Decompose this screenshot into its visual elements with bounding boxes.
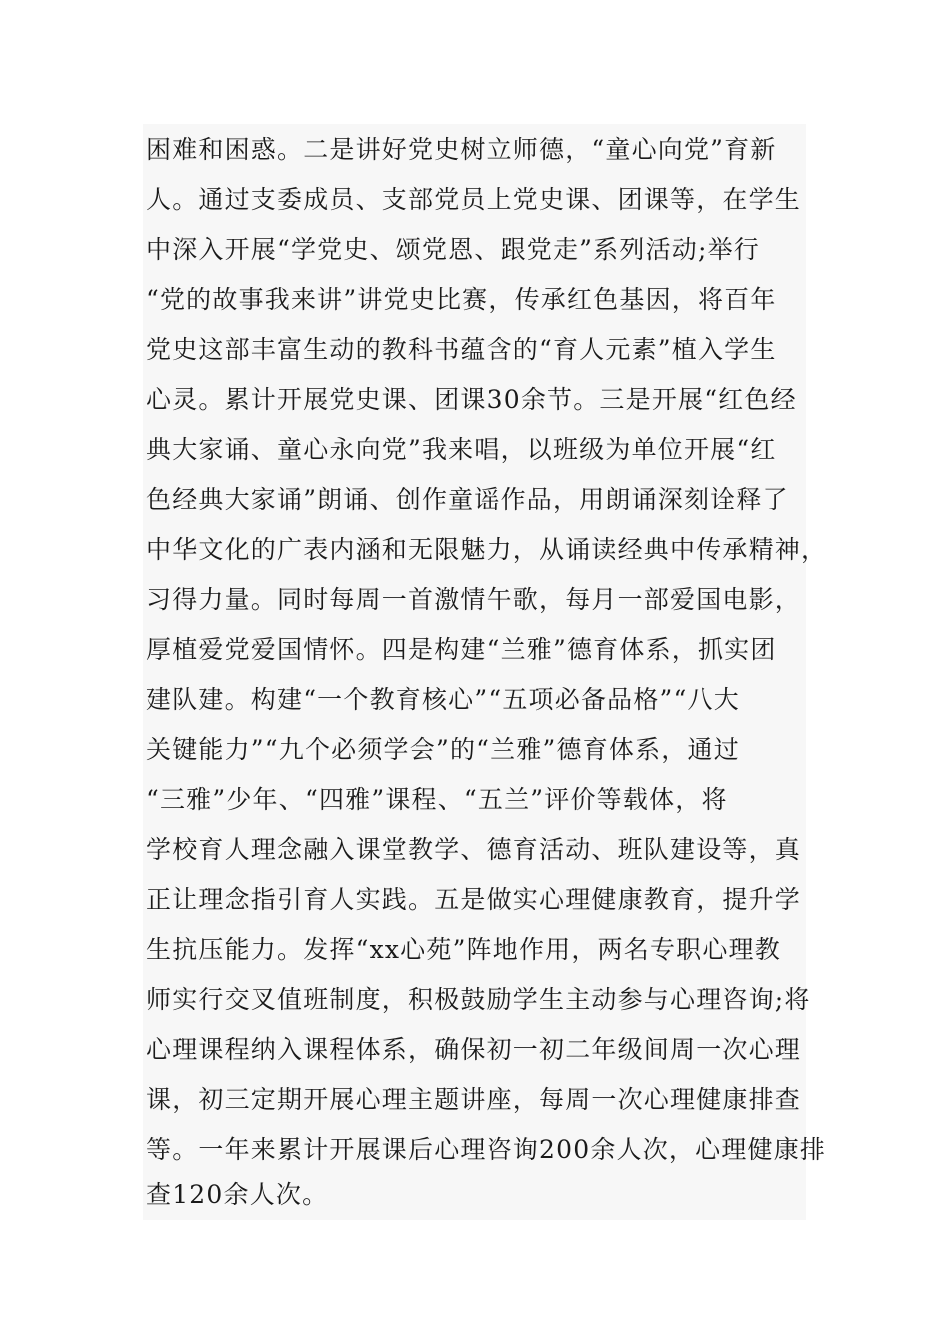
text-line: 人。通过支委成员、支部党员上党史课、团课等，在学生: [146, 185, 802, 214]
text-line: 中华文化的广表内涵和无限魅力，从诵读经典中传承精神，: [146, 535, 828, 564]
text-line: 正让理念指引育人实践。五是做实心理健康教育，提升学: [146, 885, 802, 914]
text-line: 建队建。构建“一个教育核心”“五项必备品格”“八大: [146, 685, 740, 714]
text-line: 关键能力”“九个必须学会”的“兰雅”德育体系，通过: [146, 735, 740, 764]
text-line: 中深入开展“学党史、颂党恩、跟党走”系列活动;举行: [146, 235, 760, 264]
text-line: 等。一年来累计开展课后心理咨询200余人次，心理健康排: [146, 1135, 827, 1164]
text-line: 厚植爱党爱国情怀。四是构建“兰雅”德育体系，抓实团: [146, 635, 777, 664]
text-line: 查120余人次。: [146, 1180, 329, 1209]
text-line: 学校育人理念融入课堂教学、德育活动、班队建设等，真: [146, 835, 802, 864]
text-line: 课，初三定期开展心理主题讲座，每周一次心理健康排查: [146, 1085, 802, 1114]
text-line: “三雅”少年、“四雅”课程、“五兰”评价等载体，将: [146, 785, 728, 814]
text-line: 典大家诵、童心永向党”我来唱，以班级为单位开展“红: [146, 435, 777, 464]
text-line: 色经典大家诵”朗诵、创作童谣作品，用朗诵深刻诠释了: [146, 485, 789, 514]
text-line: 党史这部丰富生动的教科书蕴含的“育人元素”植入学生: [146, 335, 777, 364]
text-line: 困难和困惑。二是讲好党史树立师德，“童心向党”育新: [146, 135, 777, 164]
text-line: 习得力量。同时每周一首激情午歌，每月一部爱国电影，: [146, 585, 802, 614]
text-line: 心理课程纳入课程体系，确保初一初二年级间周一次心理: [146, 1035, 802, 1064]
document-text-block: [143, 124, 828, 1220]
text-line: “党的故事我来讲”讲党史比赛，传承红色基因，将百年: [146, 285, 777, 314]
text-line: 生抗压能力。发挥“xx心苑”阵地作用，两名专职心理教: [146, 935, 781, 964]
text-line: 心灵。累计开展党史课、团课30余节。三是开展“红色经: [146, 385, 797, 414]
text-line: 师实行交叉值班制度，积极鼓励学生主动参与心理咨询;将: [146, 985, 811, 1014]
